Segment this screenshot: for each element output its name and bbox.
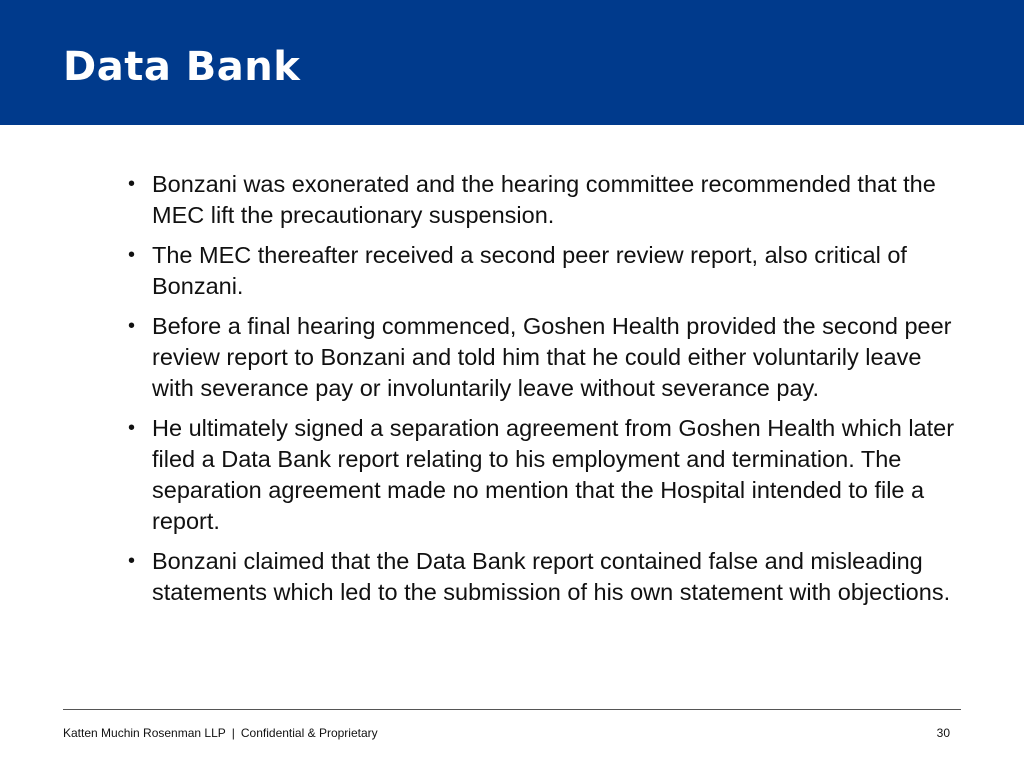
list-item: [120, 240, 960, 302]
bullet-icon: •: [128, 244, 136, 266]
footer-label: [63, 725, 378, 741]
bullet-text: Bonzani claimed that the Data Bank report contained false and misleading statements which led to the submission of his own statement with objections.: [152, 548, 951, 605]
footer-divider: [63, 709, 961, 710]
bullet-icon: •: [128, 315, 136, 337]
bullet-list: [120, 169, 960, 617]
bullet-icon: •: [128, 417, 136, 439]
list-item: [120, 413, 960, 537]
bullet-icon: •: [128, 173, 136, 195]
footer-confidentiality: Confidential & Proprietary: [240, 726, 378, 740]
slide-title: Data Bank: [63, 44, 301, 90]
footer-separator: |: [231, 726, 235, 740]
list-item: [120, 311, 960, 404]
bullet-icon: •: [128, 550, 136, 572]
list-item: [120, 546, 960, 608]
bullet-text: The MEC thereafter received a second peer review report, also critical of Bonzani.: [152, 242, 907, 299]
bullet-text: He ultimately signed a separation agreement from Goshen Health which later filed a Data Bank report relating to his employment and termination. The separation agreement made no mention that the Hospital intended to file a report.: [152, 415, 955, 534]
page-number: 30: [936, 726, 950, 740]
list-item: [120, 169, 960, 231]
header-band: [0, 0, 1024, 125]
footer-firm-name: Katten Muchin Rosenman LLP: [63, 726, 226, 740]
bullet-text: Bonzani was exonerated and the hearing committee recommended that the MEC lift the precautionary suspension.: [152, 171, 936, 228]
bullet-text: Before a final hearing commenced, Goshen Health provided the second peer review report to Bonzani and told him that he could either voluntarily leave with severance pay or involuntarily leave without severance pay.: [152, 313, 952, 401]
